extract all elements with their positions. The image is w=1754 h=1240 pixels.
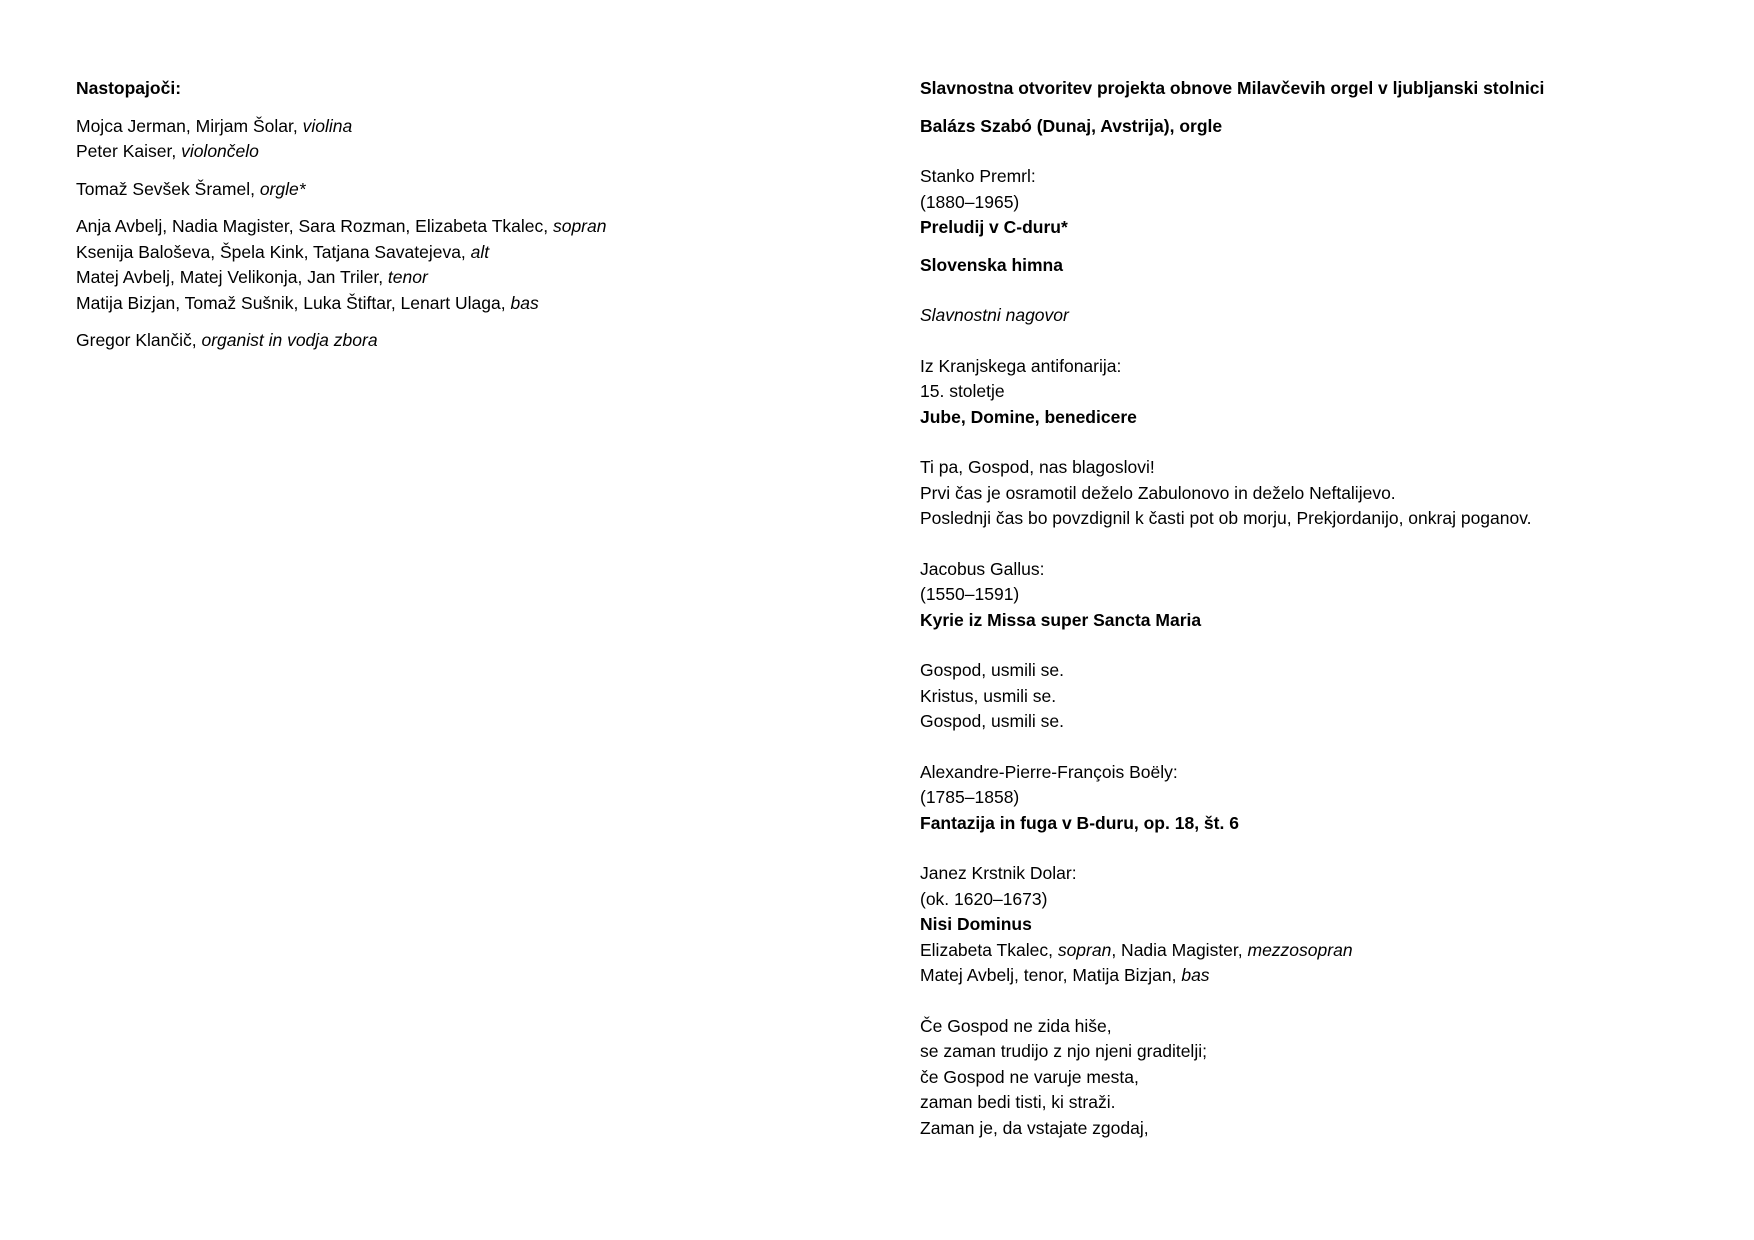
performer-line: Ksenija Baloševa, Špela Kink, Tatjana Savatejeva, alt [76,241,490,262]
performer-line: Matej Avbelj, Matej Velikonja, Jan Triler, tenor [76,267,428,287]
text-line: zaman bedi tisti, ki straži. [920,1092,1116,1112]
speech: Slavnostni nagovor [920,305,1069,325]
performer-line: Gregor Klančič, organist in vodja zbora [76,330,378,350]
performers-heading: Nastopajoči: [76,78,182,98]
composer: Jacobus Gallus: [920,558,1045,579]
performers-column [76,76,836,354]
composer: Iz Kranjskega antifonarija: [920,355,1122,376]
composer-years: 15. stoletje [920,381,1005,401]
soloists-line: Elizabeta Tkalec, sopran, Nadia Magister, mezzosopran [920,939,1353,960]
soloists-line: Matej Avbelj, tenor, Matija Bizjan, bas [920,965,1210,985]
work-title: Preludij v C-duru* [920,217,1068,237]
composer: Janez Krstnik Dolar: [920,863,1077,883]
text-line: če Gospod ne varuje mesta, [920,1066,1139,1087]
composer-years: (ok. 1620–1673) [920,888,1048,909]
work-title: Jube, Domine, benedicere [920,406,1137,427]
text-line: Poslednji čas bo povzdignil k časti pot ob morju, Prekjordanijo, onkraj poganov. [920,508,1532,528]
work-title: Fantazija in fuga v B-duru, op. 18, št. 6 [920,812,1239,833]
composer: Alexandre-Pierre-François Boëly: [920,761,1178,782]
composer: Stanko Premrl: [920,166,1036,186]
program-title: Slavnostna otvoritev projekta obnove Milavčevih orgel v ljubljanski stolnici [920,78,1545,98]
work-title: Nisi Dominus [920,914,1032,934]
soloist: Balázs Szabó (Dunaj, Avstrija), orgle [920,115,1223,136]
text-line: Prvi čas je osramotil deželo Zabulonovo in deželo Neftalijevo. [920,482,1396,503]
performer-line: Mojca Jerman, Mirjam Šolar, violina [76,115,353,136]
text-line: Gospod, usmili se. [920,660,1064,680]
text-line: se zaman trudijo z njo njeni graditelji; [920,1041,1207,1061]
program-column [920,76,1720,1141]
work-title: Kyrie iz Missa super Sancta Maria [920,609,1202,630]
text-line: Zaman je, da vstajate zgodaj, [920,1117,1149,1138]
text-line: Ti pa, Gospod, nas blagoslovi! [920,457,1155,477]
performer-line: Peter Kaiser, violončelo [76,141,259,161]
text-line: Če Gospod ne zida hiše, [920,1015,1112,1036]
composer-years: (1785–1858) [920,787,1020,807]
composer-years: (1880–1965) [920,191,1020,212]
work-title: Slovenska himna [920,254,1063,275]
text-line: Gospod, usmili se. [920,711,1064,731]
text-line: Kristus, usmili se. [920,685,1057,706]
composer-years: (1550–1591) [920,584,1020,604]
performer-line: Anja Avbelj, Nadia Magister, Sara Rozman, Elizabeta Tkalec, sopran [76,216,607,236]
performer-line: Tomaž Sevšek Šramel, orgle* [76,178,306,199]
performer-line: Matija Bizjan, Tomaž Sušnik, Luka Štiftar, Lenart Ulaga, bas [76,292,539,313]
